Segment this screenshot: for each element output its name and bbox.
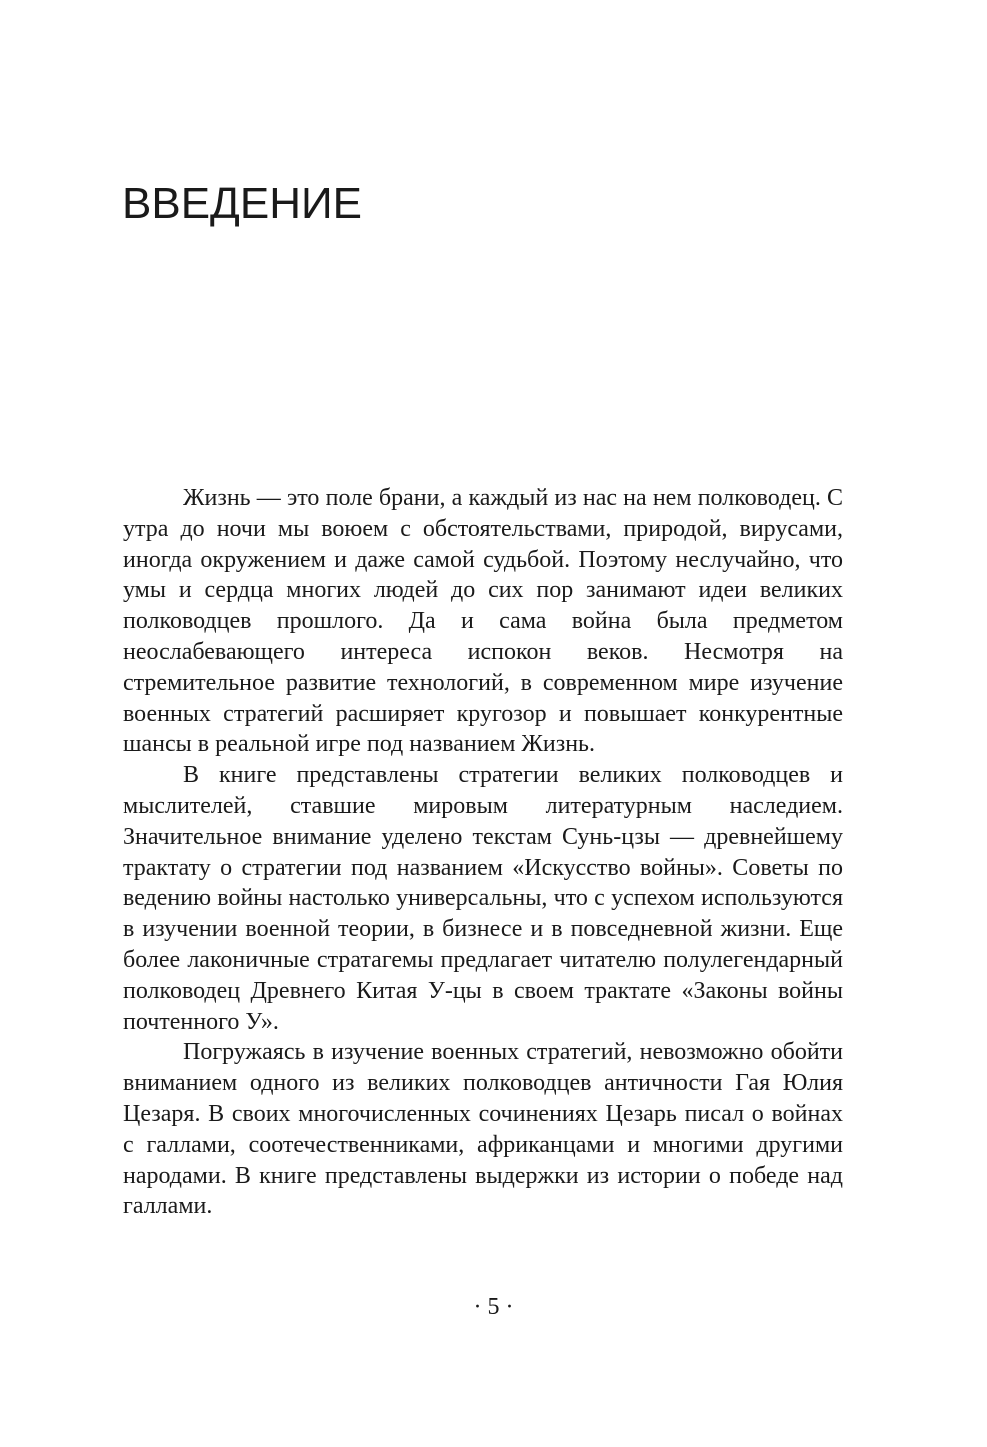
body-text	[123, 483, 843, 1222]
paragraph-1: Жизнь — это поле брани, а каждый из нас на нем полководец. С утра до ночи мы воюем с обстоятельствами, природой, вирусами, иногда окружением и даже самой судьбой. Поэтому неслучайно, что умы и сердца многих людей до сих пор занимают идеи великих полководцев прошлого. Да и сама война была предметом неослабевающего интереса испокон веков. Несмотря на стремительное развитие технологий, в современном мире изучение военных стратегий расширяет кругозор и повышает конкурентные шансы в реальной игре под названием Жизнь.	[123, 485, 843, 758]
chapter-title: ВВЕДЕНИЕ	[122, 179, 362, 228]
page-number: · 5 ·	[473, 1294, 514, 1320]
paragraph-3: Погружаясь в изучение военных стратегий, невозможно обойти вниманием одного из великих полководцев античности Гая Юлия Цезаря. В своих многочисленных сочинениях Цезарь писал о войнах с галлами, соотечественниками, африканцами и многими другими народами. В книге представлены выдержки из истории о победе над галлами.	[123, 1039, 843, 1220]
paragraph-2: В книге представлены стратегии великих полководцев и мыслителей, ставшие мировым литературным наследием. Значительное внимание уделено текстам Сунь-цзы — древнейшему трактату о стратегии под названием «Искусство войны». Советы по ведению войны настолько универсальны, что с успехом используются в изучении военной теории, в бизнесе и в повседневной жизни. Еще более лаконичные стратагемы предлагает читателю полулегендарный полководец Древнего Китая У-цы в своем трактате «Законы войны почтенного У».	[123, 762, 843, 1035]
